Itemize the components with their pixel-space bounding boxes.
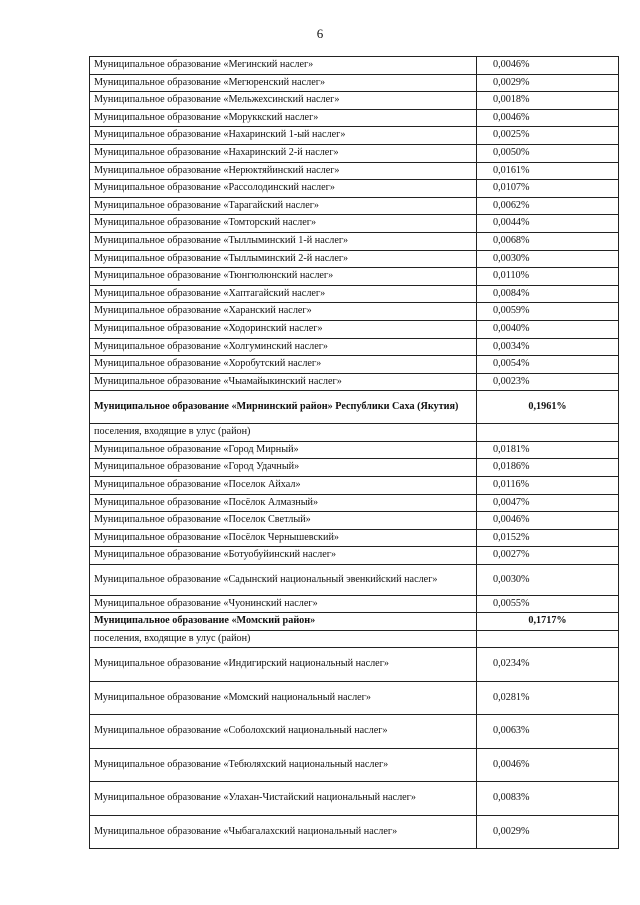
percent-cell: 0,1717% (477, 613, 619, 631)
entity-name-cell: Муниципальное образование «Нерюктяйинский наслег» (90, 162, 477, 180)
percent-cell: 0,0046% (477, 109, 619, 127)
percent-cell: 0,0062% (477, 197, 619, 215)
table-row (90, 250, 619, 268)
entity-name-cell: Муниципальное образование «Тюнгюлюнский наслег» (90, 268, 477, 286)
page-number: 6 (316, 26, 324, 41)
percent-cell: 0,1961% (477, 391, 619, 424)
table-row (90, 748, 619, 782)
entity-name-cell: Муниципальное образование «Нахаринский 1-ый наслег» (90, 127, 477, 145)
percent-cell: 0,0055% (477, 595, 619, 613)
table-body (90, 57, 619, 849)
table-row (90, 144, 619, 162)
percent-cell: 0,0029% (477, 815, 619, 849)
table-row (90, 338, 619, 356)
entity-name-cell: Муниципальное образование «Чыбагалахский национальный наслег» (90, 815, 477, 849)
percent-cell: 0,0234% (477, 648, 619, 682)
entity-name-cell: Муниципальное образование «Мирнинский район» Республики Саха (Якутия) (90, 391, 477, 424)
allocation-table (89, 56, 619, 849)
percent-cell: 0,0068% (477, 232, 619, 250)
entity-name-cell: Муниципальное образование «Холгуминский наслег» (90, 338, 477, 356)
entity-name-cell: поселения, входящие в улус (район) (90, 424, 477, 442)
table-row (90, 320, 619, 338)
percent-cell: 0,0050% (477, 144, 619, 162)
table-row (90, 127, 619, 145)
table-row (90, 715, 619, 749)
percent-cell: 0,0059% (477, 303, 619, 321)
entity-name-cell: Муниципальное образование «Мегюренский наслег» (90, 74, 477, 92)
percent-cell: 0,0034% (477, 338, 619, 356)
entity-name-cell: Муниципальное образование «Мегинский наслег» (90, 57, 477, 75)
entity-name-cell: Муниципальное образование «Поселок Светлый» (90, 512, 477, 530)
percent-cell: 0,0023% (477, 373, 619, 391)
table-row (90, 595, 619, 613)
percent-cell: 0,0281% (477, 681, 619, 715)
percent-cell: 0,0107% (477, 180, 619, 198)
entity-name-cell: Муниципальное образование «Чыамайыкинский наслег» (90, 373, 477, 391)
entity-name-cell: Муниципальное образование «Индигирский национальный наслег» (90, 648, 477, 682)
entity-name-cell: Муниципальное образование «Город Удачный» (90, 459, 477, 477)
table-row (90, 180, 619, 198)
table-row (90, 547, 619, 565)
percent-cell: 0,0029% (477, 74, 619, 92)
table-row (90, 74, 619, 92)
entity-name-cell: Муниципальное образование «Город Мирный» (90, 441, 477, 459)
table-row (90, 494, 619, 512)
table-row (90, 782, 619, 816)
percent-cell: 0,0181% (477, 441, 619, 459)
entity-name-cell: Муниципальное образование «Хоробутский наслег» (90, 356, 477, 374)
table-row (90, 232, 619, 250)
table-row (90, 373, 619, 391)
table-row (90, 477, 619, 495)
entity-name-cell: Муниципальное образование «Соболохский национальный наслег» (90, 715, 477, 749)
table-row (90, 529, 619, 547)
table-row (90, 681, 619, 715)
district-row (90, 613, 619, 631)
percent-cell: 0,0046% (477, 512, 619, 530)
entity-name-cell: Муниципальное образование «Тыллыминский 2-й наслег» (90, 250, 477, 268)
entity-name-cell: Муниципальное образование «Ботуобуйинский наслег» (90, 547, 477, 565)
percent-cell: 0,0084% (477, 285, 619, 303)
entity-name-cell: Муниципальное образование «Мельжехсинский наслег» (90, 92, 477, 110)
entity-name-cell: Муниципальное образование «Томторский наслег» (90, 215, 477, 233)
entity-name-cell: поселения, входящие в улус (район) (90, 630, 477, 648)
percent-cell: 0,0027% (477, 547, 619, 565)
entity-name-cell: Муниципальное образование «Тарагайский наслег» (90, 197, 477, 215)
entity-name-cell: Муниципальное образование «Харанский наслег» (90, 303, 477, 321)
table-row (90, 356, 619, 374)
percent-cell: 0,0116% (477, 477, 619, 495)
table-row (90, 459, 619, 477)
table-row (90, 285, 619, 303)
percent-cell: 0,0047% (477, 494, 619, 512)
table-row (90, 92, 619, 110)
percent-cell: 0,0046% (477, 57, 619, 75)
entity-name-cell: Муниципальное образование «Садынский национальный эвенкийский наслег» (90, 565, 477, 596)
percent-cell (477, 424, 619, 442)
entity-name-cell: Муниципальное образование «Момский район» (90, 613, 477, 631)
table-row (90, 57, 619, 75)
table-row (90, 268, 619, 286)
table-row (90, 303, 619, 321)
sub-heading-row (90, 424, 619, 442)
percent-cell: 0,0083% (477, 782, 619, 816)
percent-cell: 0,0152% (477, 529, 619, 547)
entity-name-cell: Муниципальное образование «Рассолодинский наслег» (90, 180, 477, 198)
entity-name-cell: Муниципальное образование «Поселок Айхал» (90, 477, 477, 495)
entity-name-cell: Муниципальное образование «Ходоринский наслег» (90, 320, 477, 338)
entity-name-cell: Муниципальное образование «Чуонинский наслег» (90, 595, 477, 613)
percent-cell: 0,0186% (477, 459, 619, 477)
sub-heading-row (90, 630, 619, 648)
entity-name-cell: Муниципальное образование «Посёлок Алмазный» (90, 494, 477, 512)
percent-cell (477, 630, 619, 648)
entity-name-cell: Муниципальное образование «Улахан-Чистайский национальный наслег» (90, 782, 477, 816)
table-row (90, 648, 619, 682)
percent-cell: 0,0044% (477, 215, 619, 233)
table-row (90, 565, 619, 596)
table-row (90, 215, 619, 233)
percent-cell: 0,0054% (477, 356, 619, 374)
entity-name-cell: Муниципальное образование «Тебюляхский национальный наслег» (90, 748, 477, 782)
district-row (90, 391, 619, 424)
percent-cell: 0,0040% (477, 320, 619, 338)
percent-cell: 0,0046% (477, 748, 619, 782)
entity-name-cell: Муниципальное образование «Момский национальный наслег» (90, 681, 477, 715)
table-row (90, 815, 619, 849)
table-row (90, 197, 619, 215)
percent-cell: 0,0025% (477, 127, 619, 145)
entity-name-cell: Муниципальное образование «Тыллыминский 1-й наслег» (90, 232, 477, 250)
table-row (90, 512, 619, 530)
percent-cell: 0,0110% (477, 268, 619, 286)
percent-cell: 0,0063% (477, 715, 619, 749)
table-row (90, 441, 619, 459)
percent-cell: 0,0161% (477, 162, 619, 180)
entity-name-cell: Муниципальное образование «Посёлок Чернышевский» (90, 529, 477, 547)
table-row (90, 109, 619, 127)
table-row (90, 162, 619, 180)
percent-cell: 0,0030% (477, 565, 619, 596)
percent-cell: 0,0030% (477, 250, 619, 268)
entity-name-cell: Муниципальное образование «Нахаринский 2-й наслег» (90, 144, 477, 162)
percent-cell: 0,0018% (477, 92, 619, 110)
entity-name-cell: Муниципальное образование «Моруккский наслег» (90, 109, 477, 127)
entity-name-cell: Муниципальное образование «Хаптагайский наслег» (90, 285, 477, 303)
